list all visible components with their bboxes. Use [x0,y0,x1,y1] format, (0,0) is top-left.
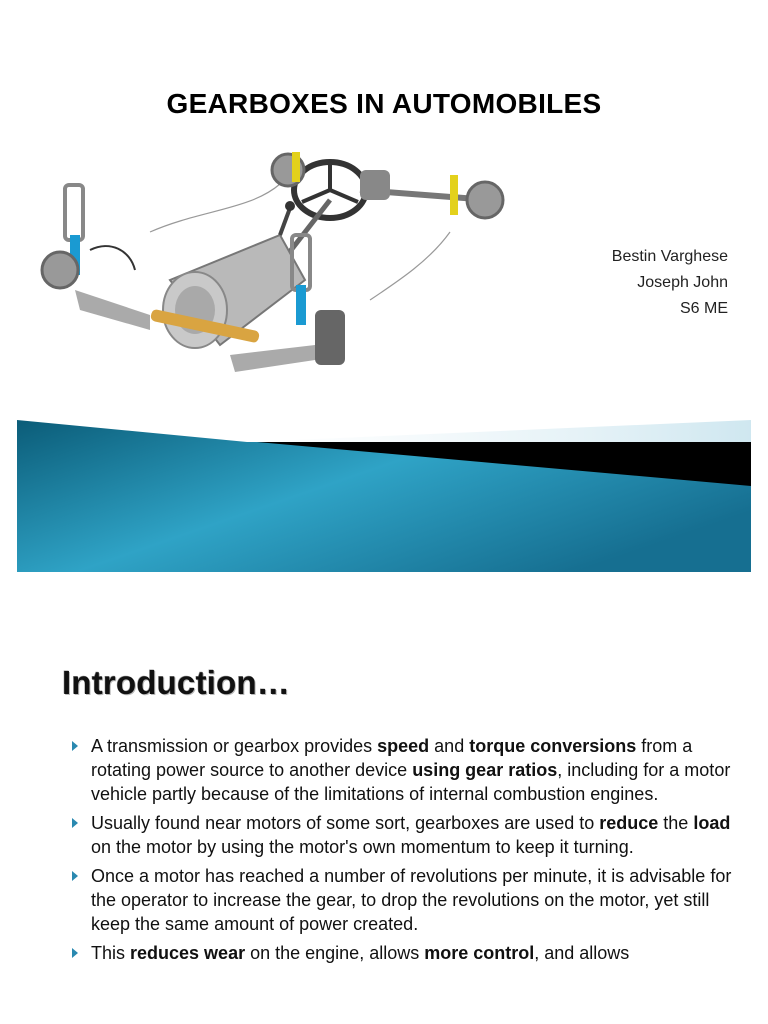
bullet-arrow-icon [72,871,78,881]
bold-text: more control [424,943,535,963]
authors-block [612,244,728,322]
bullet-item [72,941,732,965]
bullet-text: This [91,943,131,963]
bold-text: reduces wear [130,943,246,963]
slide-title: Introduction… [62,664,291,701]
car-drivetrain-illustration-icon [30,140,520,390]
bullet-text: the [658,813,694,833]
bold-text: using gear ratios [412,760,558,780]
author-name: Joseph John [637,274,728,291]
bullet-arrow-icon [72,948,78,958]
bullet-item [72,734,732,806]
bullet-text: , and allows [534,943,630,963]
bullet-text: on the motor by using the motor's own momentum to keep it turning. [91,837,634,857]
bullet-item [72,811,732,859]
bold-text: load [693,813,731,833]
bold-text: speed [377,736,430,756]
bullet-item [72,864,732,936]
bullet-arrow-icon [72,818,78,828]
bullet-text: Once a motor has reached a number of revolutions per minute, it is advisable for the operator to increase the gear, to drop the revolutions on the motor, yet still keep the same amount of power created. [91,866,732,934]
author-name: Bestin Varghese [611,248,728,265]
bullet-list [72,734,732,970]
bold-text: torque conversions [469,736,637,756]
bullet-text: A transmission or gearbox provides [91,736,378,756]
class-label: S6 ME [679,300,728,317]
bullet-arrow-icon [72,741,78,751]
bullet-text: , including for a motor vehicle partly because of the limitations of internal combustion engines. [91,760,731,804]
bullet-text: from a rotating power source to another device [91,736,693,780]
bullet-text: Usually found near motors of some sort, gearboxes are used to [91,813,600,833]
bold-text: reduce [599,813,659,833]
decorative-banner [17,420,751,572]
slide-title: GEARBOXES IN AUTOMOBILES [166,88,602,119]
bullet-text: on the engine, allows [245,943,425,963]
introduction-slide [0,598,768,1024]
bullet-text: and [429,736,470,756]
